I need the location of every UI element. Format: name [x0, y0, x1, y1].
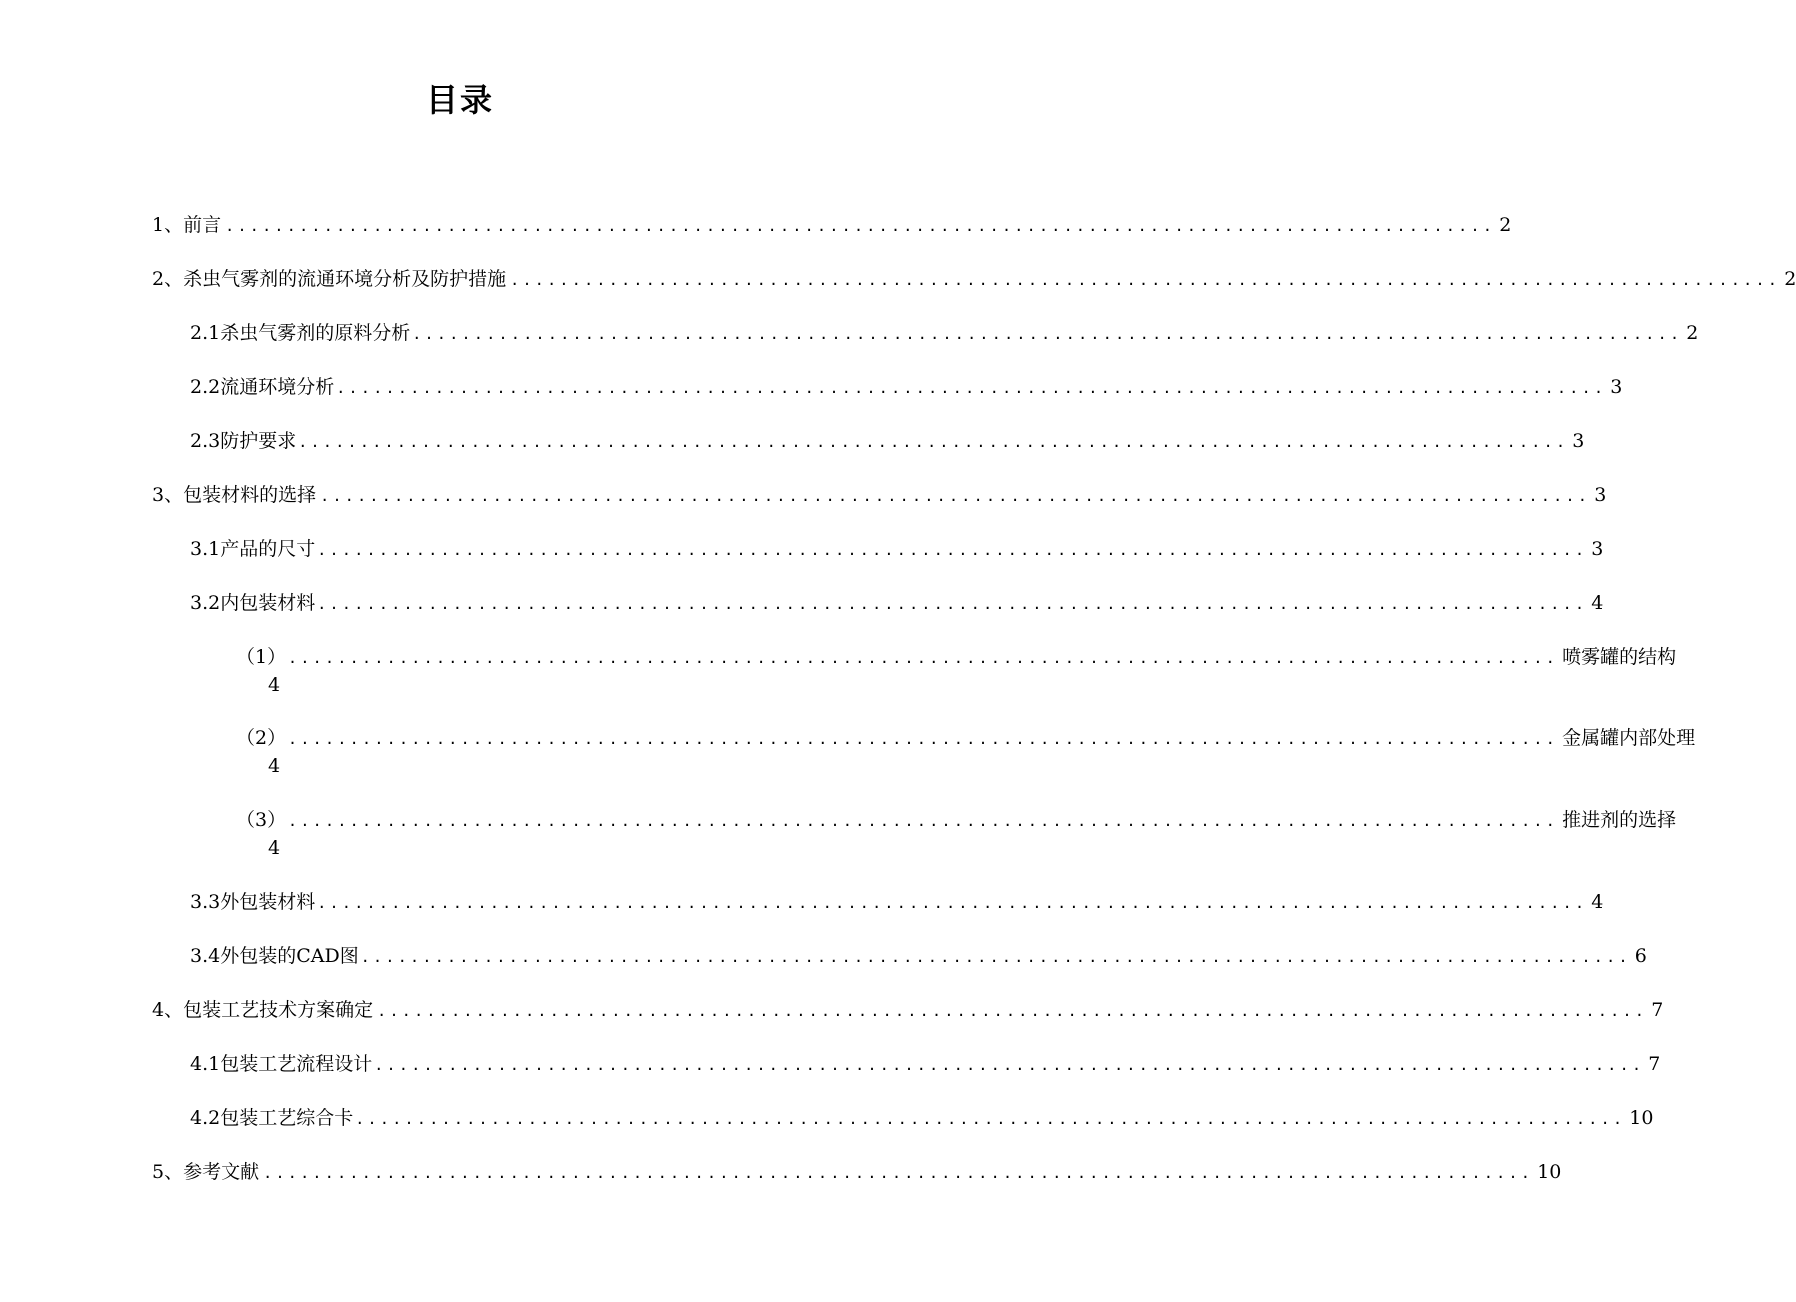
toc-entry-label: 包装工艺技术方案确定 — [183, 999, 374, 1021]
toc-entry-page: 6 — [1634, 945, 1647, 967]
toc-entry[interactable] — [152, 1158, 1562, 1186]
toc-entry[interactable] — [190, 1104, 1654, 1132]
toc-entry-page: 3 — [1572, 430, 1585, 452]
toc-entry-page: 2 — [1686, 322, 1699, 344]
toc-entry-page: 7 — [1648, 1053, 1661, 1075]
toc-leader-dots: ....................................................................................................... — [320, 487, 1591, 505]
toc-entry-label: 杀虫气雾剂的流通环境分析及防护措施 — [183, 268, 507, 290]
toc-entry-number: （2） — [236, 727, 287, 749]
toc-entry-label: 3.3外包装材料 — [190, 891, 316, 913]
toc-entry-page: 2 — [1784, 268, 1796, 290]
toc-leader-dots: ....................................................................................................... — [360, 948, 1631, 966]
toc-entry-label: 3.4外包装的CAD图 — [190, 945, 359, 967]
toc-entry-page: 7 — [1651, 999, 1664, 1021]
toc-entry[interactable] — [152, 211, 1512, 239]
toc-entry-label: 4.2包装工艺综合卡 — [190, 1107, 354, 1129]
toc-entry-label: 参考文献 — [183, 1161, 260, 1183]
toc-leader-dots: ....................................................................................................... — [225, 217, 1496, 235]
toc-title: 目录 — [425, 81, 494, 119]
toc-entry-label: 3.1产品的尺寸 — [190, 538, 316, 560]
toc-leader-dots: ....................................................................................................... — [374, 1056, 1645, 1074]
toc-entry-page: 4 — [1591, 592, 1604, 614]
toc-entry[interactable] — [190, 942, 1647, 970]
toc-entry-number: （1） — [236, 646, 287, 668]
toc-entry[interactable] — [190, 319, 1699, 347]
toc-entry-page: 3 — [1610, 376, 1623, 398]
toc-entry-label: 2.2流通环境分析 — [190, 376, 335, 398]
toc-entry-number: 4、 — [152, 999, 184, 1021]
toc-entry-number: 3、 — [152, 484, 184, 506]
toc-entry[interactable] — [190, 888, 1604, 916]
toc-entry-label: 4.1包装工艺流程设计 — [190, 1053, 373, 1075]
toc-entry[interactable] — [190, 1050, 1661, 1078]
toc-entry[interactable] — [190, 589, 1604, 617]
toc-entry[interactable] — [190, 535, 1604, 563]
toc-leader-dots: ....................................................................................................... — [317, 541, 1588, 559]
toc-entry-label: 包装材料的选择 — [183, 484, 317, 506]
toc-leader-dots: ....................................................................................................... — [317, 595, 1588, 613]
toc-entry-label: 喷雾罐的结构 — [1562, 646, 1677, 668]
toc-entry-page: 10 — [1537, 1161, 1562, 1183]
toc-entry-label: 2.1杀虫气雾剂的原料分析 — [190, 322, 411, 344]
toc-entry[interactable] — [190, 373, 1623, 401]
toc-entry[interactable] — [152, 481, 1607, 509]
toc-entry[interactable] — [190, 427, 1585, 455]
toc-leader-dots: ....................................................................................................... — [317, 894, 1588, 912]
toc-leader-dots: ....................................................................................................... — [263, 1164, 1534, 1182]
toc-entry-label: 金属罐内部处理 — [1562, 727, 1696, 749]
toc-entry[interactable] — [236, 643, 1677, 671]
toc-entry-page: 3 — [1591, 538, 1604, 560]
toc-leader-dots: ....................................................................................................... — [412, 325, 1683, 343]
toc-leader-dots: ....................................................................................................... — [336, 379, 1607, 397]
toc-leader-dots: ....................................................................................................... — [355, 1110, 1626, 1128]
toc-entry-number: 5、 — [152, 1161, 184, 1183]
toc-entry-page: 4 — [268, 674, 281, 696]
toc-entry-page: 4 — [268, 837, 281, 859]
toc-leader-dots: ....................................................................................................... — [288, 649, 1559, 667]
toc-entry[interactable] — [236, 806, 1677, 834]
toc-entry-page: 2 — [1499, 214, 1512, 236]
toc-entry-page: 10 — [1629, 1107, 1654, 1129]
toc-entry-number: 1、 — [152, 214, 184, 236]
toc-entry-label: 推进剂的选择 — [1562, 809, 1677, 831]
toc-entry-number: 2、 — [152, 268, 184, 290]
toc-entry-number: （3） — [236, 809, 287, 831]
toc-entry-label: 3.2内包装材料 — [190, 592, 316, 614]
toc-entry[interactable] — [152, 996, 1664, 1024]
toc-entry[interactable] — [152, 265, 1796, 293]
toc-leader-dots: ....................................................................................................... — [288, 812, 1559, 830]
toc-entry-page: 4 — [268, 755, 281, 777]
toc-leader-dots: ....................................................................................................... — [510, 271, 1781, 289]
toc-entry[interactable] — [236, 724, 1696, 752]
toc-entry-page: 3 — [1594, 484, 1607, 506]
toc-entry-label: 前言 — [183, 214, 222, 236]
toc-leader-dots: ....................................................................................................... — [288, 730, 1559, 748]
toc-leader-dots: ....................................................................................................... — [298, 433, 1569, 451]
toc-entry-page: 4 — [1591, 891, 1604, 913]
toc-entry-label: 2.3防护要求 — [190, 430, 297, 452]
toc-leader-dots: ....................................................................................................... — [377, 1002, 1648, 1020]
